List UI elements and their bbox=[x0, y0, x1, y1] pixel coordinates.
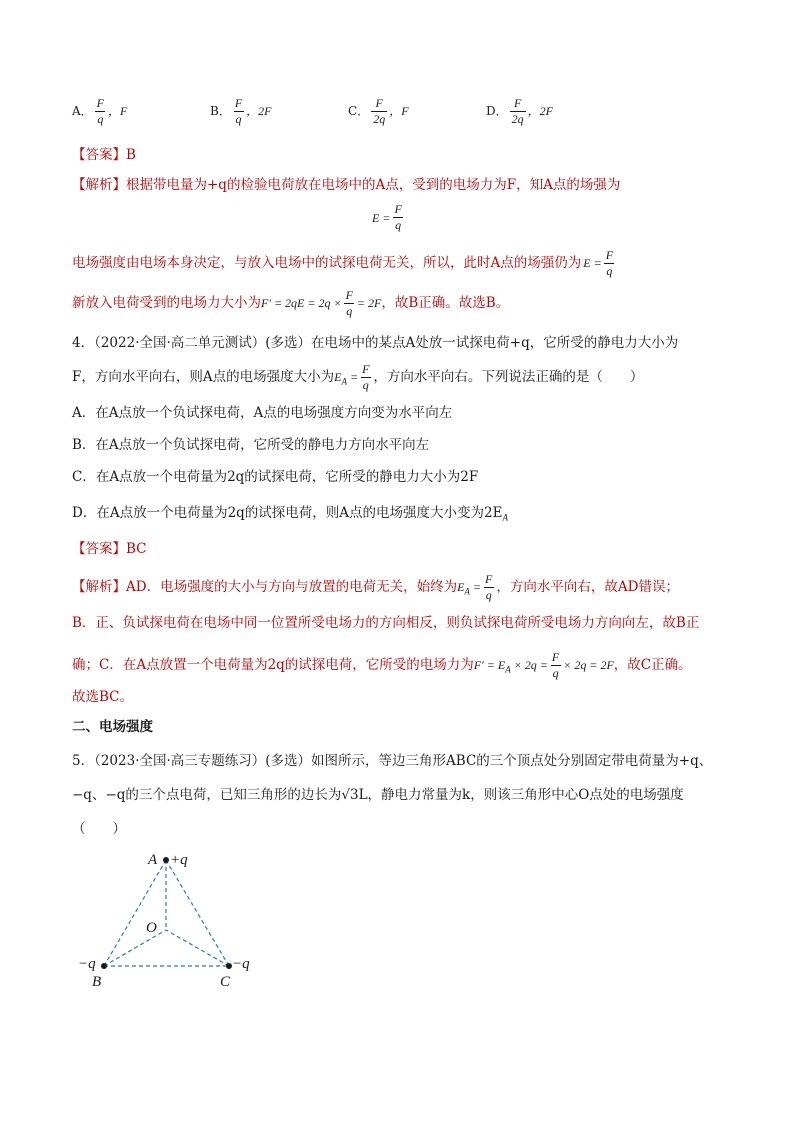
formula-part: F′ = 2qE = 2q × bbox=[261, 296, 342, 310]
stem-text: ，方向水平向右。下列说法正确的是（ ） bbox=[373, 369, 644, 385]
fraction-numerator: F bbox=[362, 362, 370, 376]
fraction bbox=[392, 202, 403, 233]
option-tail: ，F bbox=[108, 104, 128, 118]
q3-analysis-line2 bbox=[72, 248, 617, 279]
fraction-denominator: 2q bbox=[511, 112, 524, 126]
stem-text: F，方向水平向右，则A点的电场强度大小为 bbox=[72, 369, 335, 385]
option-tail: ，2F bbox=[246, 104, 272, 118]
fraction-denominator: q bbox=[97, 112, 104, 126]
q3-option-c bbox=[348, 96, 409, 127]
charge-c: −q bbox=[232, 956, 250, 972]
q4-stem-line1: 4．（2022·全国·高二单元测试）(多选）在电场中的某点A处放一试探电荷+q，它所受的静电力大小为 bbox=[72, 335, 679, 351]
point-c bbox=[226, 963, 232, 969]
label-b: B bbox=[92, 974, 102, 990]
fraction-numerator: F bbox=[394, 202, 402, 216]
fraction bbox=[95, 96, 106, 127]
q3-option-b bbox=[210, 96, 272, 127]
formula-c: × 2q = 2F bbox=[563, 658, 614, 672]
fraction-numerator: F bbox=[375, 96, 383, 110]
analysis-text: 确；C．在A点放置一个电荷量为2q的试探电荷，它所受的电场力为 bbox=[72, 657, 474, 673]
analysis-text: ，故C正确。 bbox=[613, 657, 692, 673]
fraction-denominator: q bbox=[395, 218, 402, 232]
symbol-e: E bbox=[334, 370, 342, 384]
q5-stem-line1: 5．（2023·全国·高三专题练习）(多选）如图所示，等边三角形ABC的三个顶点处分别固定带电荷量为+q、 bbox=[72, 753, 713, 769]
point-a bbox=[163, 857, 169, 863]
fraction-numerator: F bbox=[234, 96, 243, 110]
label-c: C bbox=[220, 974, 231, 990]
q4-option-d bbox=[72, 504, 508, 527]
fraction bbox=[360, 362, 371, 393]
q4-answer: 【答案】BC bbox=[72, 541, 147, 557]
fraction-numerator: F bbox=[96, 96, 105, 110]
fraction-denominator: q bbox=[606, 264, 613, 278]
fraction bbox=[344, 288, 355, 319]
option-letter: C． bbox=[348, 104, 370, 118]
subscript: A bbox=[464, 586, 470, 597]
q5-stem-line3: （ ） bbox=[72, 821, 126, 837]
option-tail: ，2F bbox=[527, 104, 553, 118]
fraction-numerator: F bbox=[345, 288, 353, 302]
subscript: A bbox=[502, 512, 508, 523]
fraction-denominator: 2q bbox=[373, 112, 386, 126]
option-tail: ，F bbox=[389, 104, 409, 118]
q4-stem-line2 bbox=[72, 362, 643, 393]
analysis-text: ，故B正确。故选B。 bbox=[381, 295, 510, 311]
formula-a: F′ = E bbox=[473, 658, 506, 672]
charge-b: −q bbox=[78, 956, 96, 972]
q4-option-a: A．在A点放一个负试探电荷，A点的电场强度方向变为水平向左 bbox=[72, 405, 453, 421]
field-symbol: $E_A$ = bbox=[457, 580, 482, 597]
edge-ab bbox=[104, 860, 166, 966]
fraction-denominator: q bbox=[485, 588, 492, 602]
symbol-e: E bbox=[457, 580, 465, 594]
fraction-denominator: q bbox=[362, 378, 369, 392]
fraction-numerator: F bbox=[485, 572, 493, 586]
label-o: O bbox=[146, 920, 157, 936]
q3-option-d bbox=[486, 96, 553, 127]
formula-part bbox=[473, 658, 548, 675]
option-letter: B． bbox=[210, 104, 231, 118]
edge-ac bbox=[166, 860, 229, 966]
section-title: 二、电场强度 bbox=[72, 719, 153, 735]
label-a: A bbox=[148, 852, 158, 868]
q4-analysis-line2: B．正、负试探电荷在电场中同一位置所受电场力的方向相反，则负试探电荷所受电场力方向向左，故B正 bbox=[72, 615, 700, 631]
option-text: D．在A点放一个电荷量为2q的试探电荷，则A点的电场强度大小变为2E bbox=[72, 505, 503, 521]
subscript: A bbox=[341, 376, 347, 387]
q3-option-a bbox=[72, 96, 127, 127]
segment-co bbox=[166, 930, 229, 966]
fraction-denominator: q bbox=[346, 304, 353, 318]
q5-stem-line2: −q、−q的三个点电荷，已知三角形的边长为√3L，静电力常量为k，则该三角形中心O点处的电场强度 bbox=[72, 787, 684, 803]
q3-options bbox=[0, 96, 794, 140]
q4-option-b: B．在A点放一个负试探电荷，它所受的静电力方向水平向左 bbox=[72, 437, 430, 453]
option-letter: D． bbox=[486, 104, 508, 118]
field-symbol: $E_A$ = bbox=[334, 370, 359, 387]
analysis-text: ，方向水平向右，故AD错误； bbox=[496, 579, 679, 595]
q4-option-c: C．在A点放一个电荷量为2q的试探电荷，它所受的静电力大小为2F bbox=[72, 469, 479, 485]
fraction bbox=[604, 248, 615, 279]
formula-lhs: E = bbox=[372, 211, 391, 225]
q4-analysis-line3 bbox=[72, 650, 692, 681]
q4-analysis-line4: 故选BC。 bbox=[72, 689, 134, 705]
fraction-numerator: F bbox=[551, 650, 560, 664]
fraction bbox=[371, 96, 387, 127]
charge-a: +q bbox=[170, 852, 188, 868]
formula-b: × 2q = bbox=[513, 658, 548, 672]
fraction bbox=[483, 572, 494, 603]
q3-analysis-line1: 【解析】根据带电量为+q的检验电荷放在电场中的A点，受到的电场力为F，知A点的场强为 bbox=[72, 177, 621, 193]
analysis-text: 新放入电荷受到的电场力大小为 bbox=[72, 295, 261, 311]
fraction-denominator: q bbox=[552, 666, 559, 680]
q3-analysis-line3 bbox=[72, 288, 509, 319]
q3-answer: 【答案】B bbox=[72, 147, 136, 163]
q3-analysis-formula bbox=[372, 202, 406, 233]
fraction bbox=[550, 650, 561, 681]
fraction bbox=[510, 96, 526, 127]
triangle-edges bbox=[104, 860, 229, 966]
analysis-text: 电场强度由电场本身决定，与放入电场中的试探电荷无关，所以，此时A点的场强仍为 bbox=[72, 255, 582, 271]
formula-part: = 2F bbox=[356, 296, 382, 310]
q4-analysis-line1 bbox=[72, 572, 679, 603]
point-b bbox=[101, 963, 107, 969]
option-letter: A． bbox=[72, 104, 93, 118]
fraction-numerator: F bbox=[513, 96, 522, 110]
analysis-text: 【解析】AD．电场强度的大小与方向与放置的电荷无关，始终为 bbox=[72, 579, 458, 595]
fraction-numerator: F bbox=[605, 248, 614, 262]
fraction bbox=[233, 96, 244, 127]
formula-lhs: E = bbox=[583, 256, 602, 270]
subscript: A bbox=[505, 664, 511, 675]
segment-bo bbox=[104, 930, 166, 966]
fraction-denominator: q bbox=[235, 112, 242, 126]
